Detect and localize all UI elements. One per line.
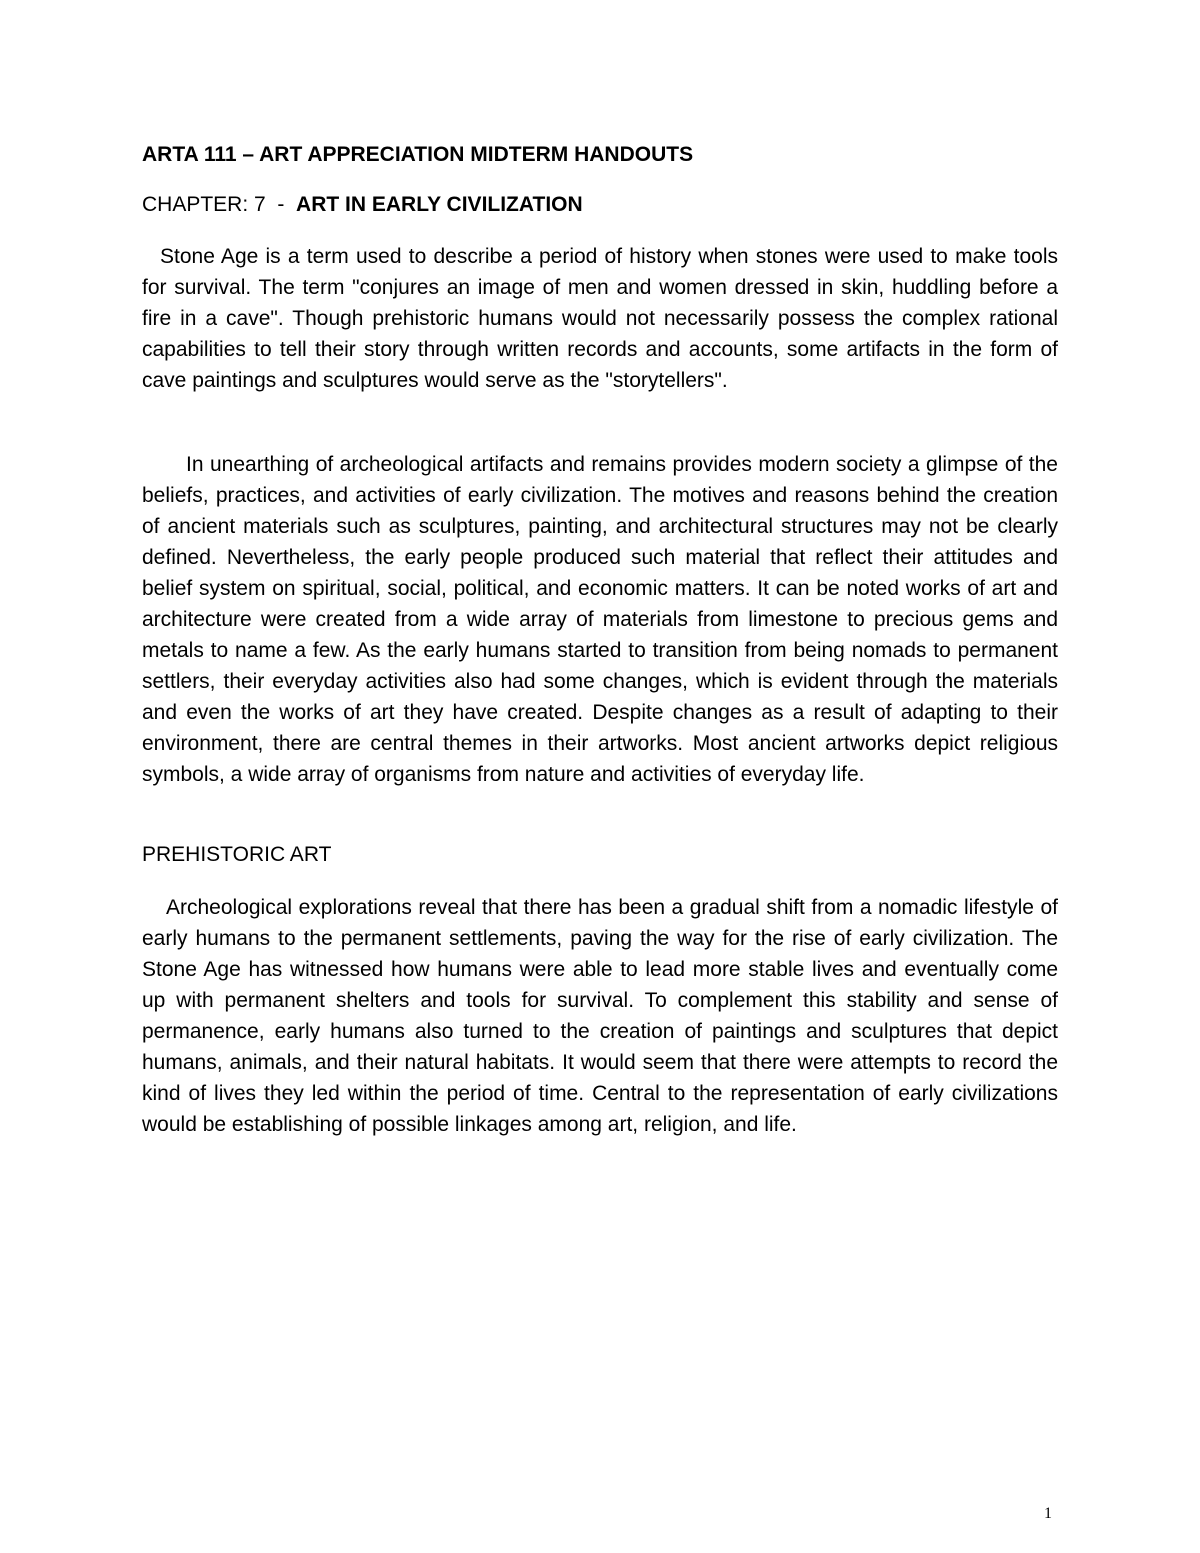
paragraph-prehistoric-art: Archeological explorations reveal that there has been a gradual shift from a nomadic lifestyle of early humans to the permanent settlements, paving the way for the rise of early civilization. The Stone Age has witnessed how humans were able to lead more stable lives and eventually come up with permanent shelters and tools for survival. To complement this stability and sense of permanence, early humans also turned to the creation of paintings and sculptures that depict humans, animals, and their natural habitats. It would seem that there were attempts to record the kind of lives they led within the period of time. Central to the representation of early civilizations would be establishing of possible linkages among art, religion, and life. — [142, 896, 1058, 1136]
section-heading-prehistoric-art: PREHISTORIC ART — [142, 843, 332, 866]
chapter-label: CHAPTER: 7 - — [142, 193, 297, 216]
chapter-heading — [142, 190, 1058, 220]
document-title: ARTA 111 – ART APPRECIATION MIDTERM HANDOUTS — [142, 143, 694, 166]
paragraph-archeological-artifacts: In unearthing of archeological artifacts and remains provides modern society a glimpse of the beliefs, practices, and activities of early civilization. The motives and reasons behind the creation of ancient materials such as sculptures, painting, and architectural structures may not be clearly defined. Nevertheless, the early people produced such material that reflect their attitudes and belief system on spiritual, social, political, and economic matters. It can be noted works of art and architecture were created from a wide array of materials from limestone to precious gems and metals to name a few. As the early humans started to transition from being nomads to permanent settlers, their everyday activities also had some changes, which is evident through the materials and even the works of art they have created. Despite changes as a result of adapting to their environment, there are central themes in their artworks. Most ancient artworks depict religious symbols, a wide array of organisms from nature and activities of everyday life. — [142, 453, 1058, 786]
paragraph-stone-age: Stone Age is a term used to describe a period of history when stones were used to make tools for survival. The term "conjures an image of men and women dressed in skin, huddling before a fire in a cave". Though prehistoric humans would not necessarily possess the complex rational capabilities to tell their story through written records and accounts, some artifacts in the form of cave paintings and sculptures would serve as the "storytellers". — [142, 245, 1058, 392]
page-number: 1 — [1044, 1505, 1052, 1522]
chapter-title: ART IN EARLY CIVILIZATION — [296, 193, 583, 216]
